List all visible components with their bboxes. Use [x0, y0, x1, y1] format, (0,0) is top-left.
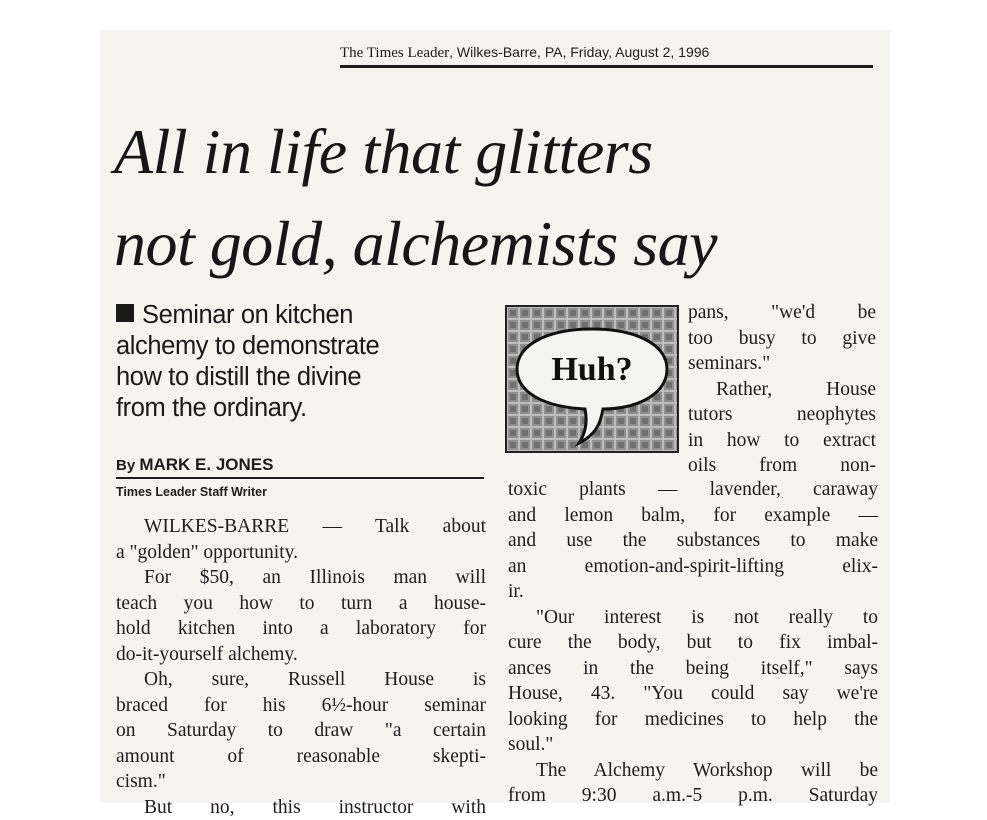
newspaper-name: The Times Leader [340, 45, 449, 61]
article-column-2-top [688, 300, 876, 479]
text-line: ir. [508, 579, 878, 605]
text-line: cism." [116, 769, 486, 795]
text-line: in how to extract [688, 428, 876, 454]
author-title: Times Leader Staff Writer [116, 485, 267, 499]
text-line: "Our interest is not really to [508, 605, 878, 631]
text-line: Rather, House [688, 377, 876, 403]
text-line: pans, "we'd be [688, 300, 876, 326]
huh-label: Huh? [551, 351, 632, 388]
byline-prefix: By [116, 457, 139, 474]
text-line: and use the substances to make [508, 528, 878, 554]
text-line: hold kitchen into a laboratory for [116, 616, 486, 642]
text-line: too busy to give [688, 326, 876, 352]
square-bullet-icon [116, 304, 134, 322]
text-line: from 9:30 a.m.-5 p.m. Saturday [508, 783, 878, 809]
headline-line-1: All in life that glitters [114, 106, 884, 198]
huh-graphic [505, 305, 679, 453]
byline [116, 455, 484, 479]
text-line: looking for medicines to help the [508, 707, 878, 733]
text-line: House, 43. "You could say we're [508, 681, 878, 707]
text-line: teach you how to turn a house- [116, 591, 486, 617]
author-name: MARK E. JONES [139, 455, 273, 474]
text-line: a "golden" opportunity. [116, 540, 486, 566]
text-line: on Saturday to draw "a certain [116, 718, 486, 744]
headline [114, 106, 884, 290]
text-line: The Alchemy Workshop will be [508, 758, 878, 784]
dateline-location-date: , Wilkes-Barre, PA, Friday, August 2, 1996 [449, 44, 709, 60]
text-line: do-it-yourself alchemy. [116, 642, 486, 668]
text-line: braced for his 6½-hour seminar [116, 693, 486, 719]
text-line: toxic plants — lavender, caraway [508, 477, 878, 503]
article-column-1 [116, 514, 486, 820]
text-line: cure the body, but to fix imbal- [508, 630, 878, 656]
text-line: For $50, an Illinois man will [116, 565, 486, 591]
headline-line-2: not gold, alchemists say [114, 198, 884, 290]
deck-line: from the ordinary. [116, 393, 486, 424]
article-column-2 [508, 477, 878, 809]
text-line: WILKES-BARRE — Talk about [116, 514, 486, 540]
deck-line: alchemy to demonstrate [116, 331, 486, 362]
text-line: Oh, sure, Russell House is [116, 667, 486, 693]
text-line: oils from non- [688, 453, 876, 479]
deck-line: Seminar on kitchen [116, 300, 486, 331]
text-line: soul." [508, 732, 878, 758]
subheadline-deck [116, 300, 486, 424]
deck-line: how to distill the divine [116, 362, 486, 393]
speech-bubble-icon [507, 307, 677, 451]
text-line: ances in the being itself," says [508, 656, 878, 682]
text-line: and lemon balm, for example — [508, 503, 878, 529]
text-line: seminars." [688, 351, 876, 377]
text-line: amount of reasonable skepti- [116, 744, 486, 770]
dateline [340, 44, 873, 68]
text-line: But no, this instructor with [116, 795, 486, 820]
text-line: an emotion-and-spirit-lifting elix- [508, 554, 878, 580]
text-line: tutors neophytes [688, 402, 876, 428]
